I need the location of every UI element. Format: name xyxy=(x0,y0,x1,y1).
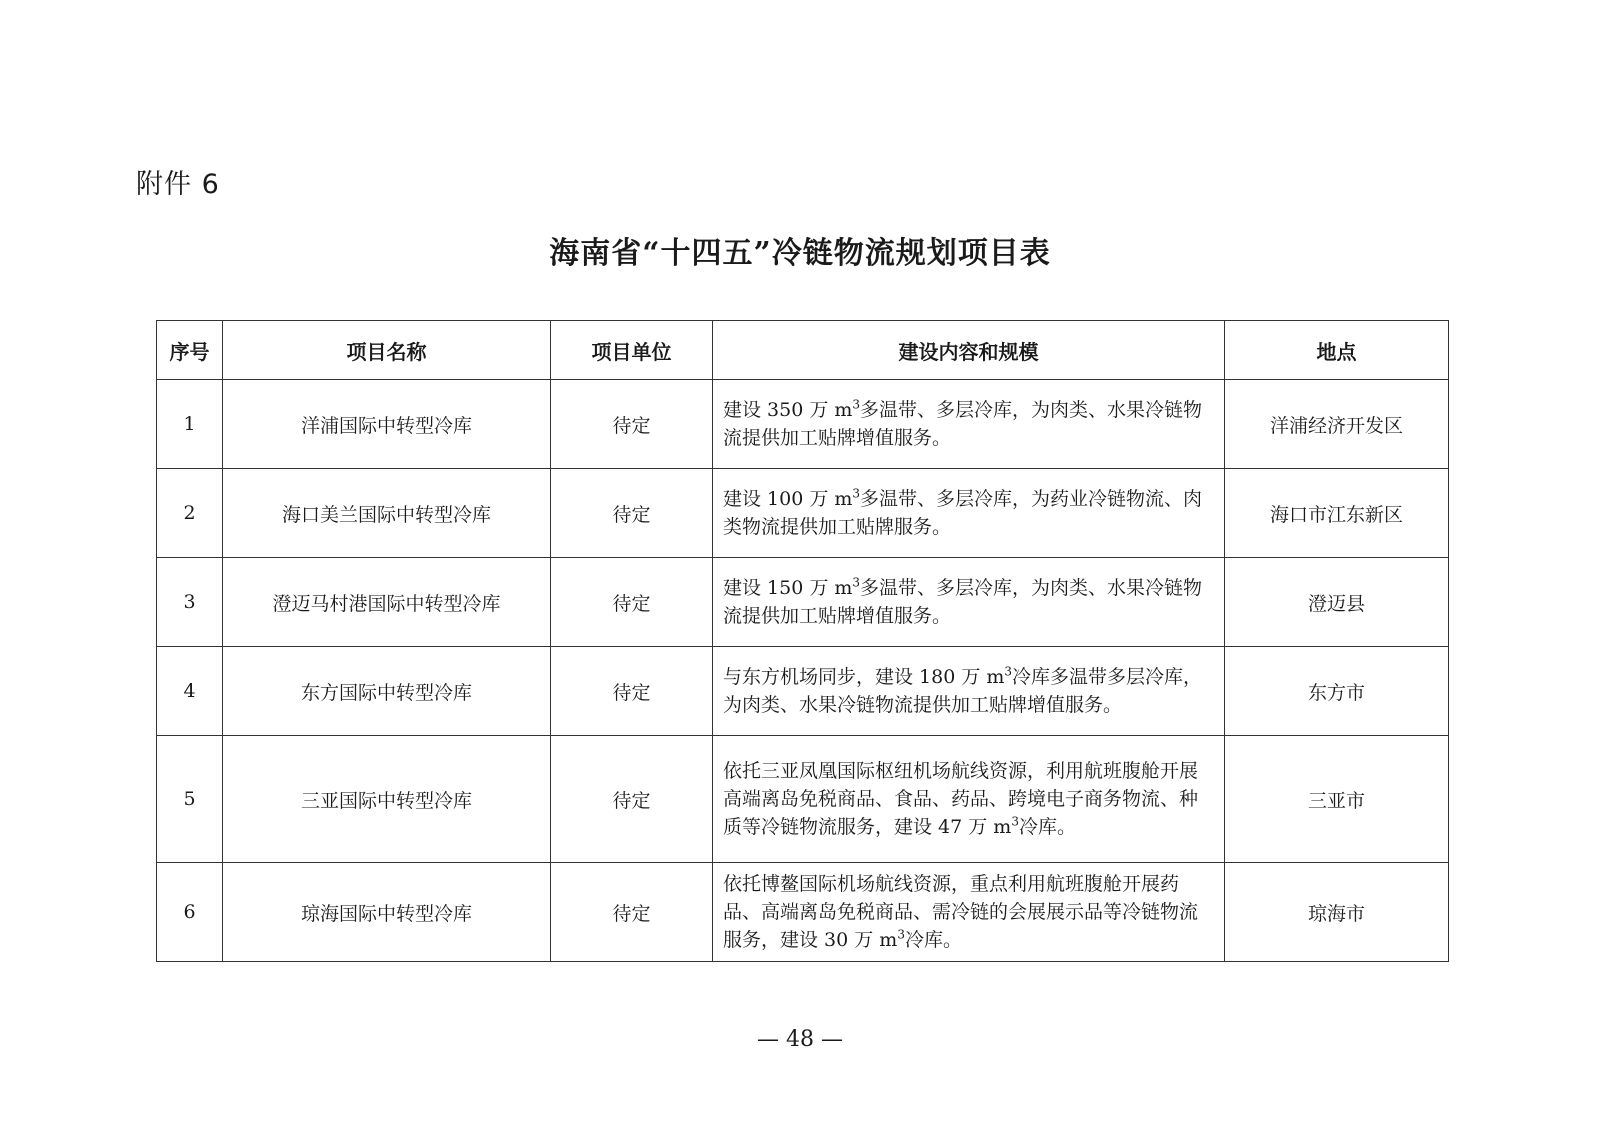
row-content xyxy=(713,647,1225,736)
row-project-unit: 待定 xyxy=(551,380,713,469)
table-row xyxy=(157,863,1449,962)
row-project-name: 东方国际中转型冷库 xyxy=(223,647,551,736)
row-project-unit: 待定 xyxy=(551,647,713,736)
row-location: 海口市江东新区 xyxy=(1225,469,1449,558)
content-text: 多温带、多层冷库，为肉类、水果冷链物流提供加工贴牌增值服务。 xyxy=(723,399,1203,449)
row-index: 6 xyxy=(157,863,223,962)
content-text: 冷库多温带多层冷库，为肉类、水果冷链物流提供加工贴牌增值服务。 xyxy=(723,666,1203,716)
content-text: 建设 350 万 m xyxy=(723,399,853,421)
content-superscript: 3 xyxy=(852,486,861,501)
content-text: 与东方机场同步，建设 180 万 m xyxy=(723,666,1005,688)
header-location: 地点 xyxy=(1225,321,1449,380)
row-location: 三亚市 xyxy=(1225,736,1449,863)
content-superscript: 3 xyxy=(1011,814,1019,829)
table-row xyxy=(157,558,1449,647)
row-project-name: 琼海国际中转型冷库 xyxy=(223,863,551,962)
content-text: 冷库。 xyxy=(904,929,962,951)
header-index: 序号 xyxy=(157,321,223,380)
content-superscript: 3 xyxy=(852,397,861,412)
row-content xyxy=(713,558,1225,647)
row-project-name: 三亚国际中转型冷库 xyxy=(223,736,551,863)
row-content xyxy=(713,469,1225,558)
table-row xyxy=(157,469,1449,558)
row-project-unit: 待定 xyxy=(551,736,713,863)
table-row xyxy=(157,647,1449,736)
content-text: 依托三亚凤凰国际枢纽机场航线资源，利用航班腹舱开展高端离岛免税商品、食品、药品、跨境电子商务物流、种质等冷链物流服务，建设 47 万 m xyxy=(723,760,1199,838)
row-location: 琼海市 xyxy=(1225,863,1449,962)
row-index: 3 xyxy=(157,558,223,647)
table-header-row xyxy=(157,321,1449,380)
content-text: 多温带、多层冷库，为药业冷链物流、肉类物流提供加工贴牌服务。 xyxy=(723,488,1203,538)
row-index: 1 xyxy=(157,380,223,469)
document-title: 海南省“十四五”冷链物流规划项目表 xyxy=(549,236,1051,271)
row-index: 2 xyxy=(157,469,223,558)
content-text: 冷库。 xyxy=(1018,816,1076,838)
content-superscript: 3 xyxy=(897,927,905,942)
row-project-name: 洋浦国际中转型冷库 xyxy=(223,380,551,469)
content-text: 依托博鳌国际机场航线资源，重点利用航班腹舱开展药品、高端离岛免税商品、需冷链的会展展示品等冷链物流服务，建设 30 万 m xyxy=(723,873,1199,951)
row-index: 4 xyxy=(157,647,223,736)
row-project-unit: 待定 xyxy=(551,469,713,558)
table-row xyxy=(157,736,1449,863)
row-project-name: 海口美兰国际中转型冷库 xyxy=(223,469,551,558)
row-project-unit: 待定 xyxy=(551,558,713,647)
row-index: 5 xyxy=(157,736,223,863)
row-project-name: 澄迈马村港国际中转型冷库 xyxy=(223,558,551,647)
row-content xyxy=(713,863,1225,962)
table-row xyxy=(157,380,1449,469)
page-number: — 48 — xyxy=(757,1027,843,1052)
header-content: 建设内容和规模 xyxy=(713,321,1225,380)
row-content xyxy=(713,736,1225,863)
content-superscript: 3 xyxy=(852,575,861,590)
content-text: 建设 100 万 m xyxy=(723,488,853,510)
row-content xyxy=(713,380,1225,469)
content-text: 多温带、多层冷库，为肉类、水果冷链物流提供加工贴牌增值服务。 xyxy=(723,577,1203,627)
header-unit: 项目单位 xyxy=(551,321,713,380)
project-table xyxy=(156,320,1449,962)
row-location: 东方市 xyxy=(1225,647,1449,736)
header-name: 项目名称 xyxy=(223,321,551,380)
row-location: 洋浦经济开发区 xyxy=(1225,380,1449,469)
content-text: 建设 150 万 m xyxy=(723,577,853,599)
row-project-unit: 待定 xyxy=(551,863,713,962)
content-superscript: 3 xyxy=(1004,664,1013,679)
attachment-label: 附件 6 xyxy=(136,169,220,200)
row-location: 澄迈县 xyxy=(1225,558,1449,647)
